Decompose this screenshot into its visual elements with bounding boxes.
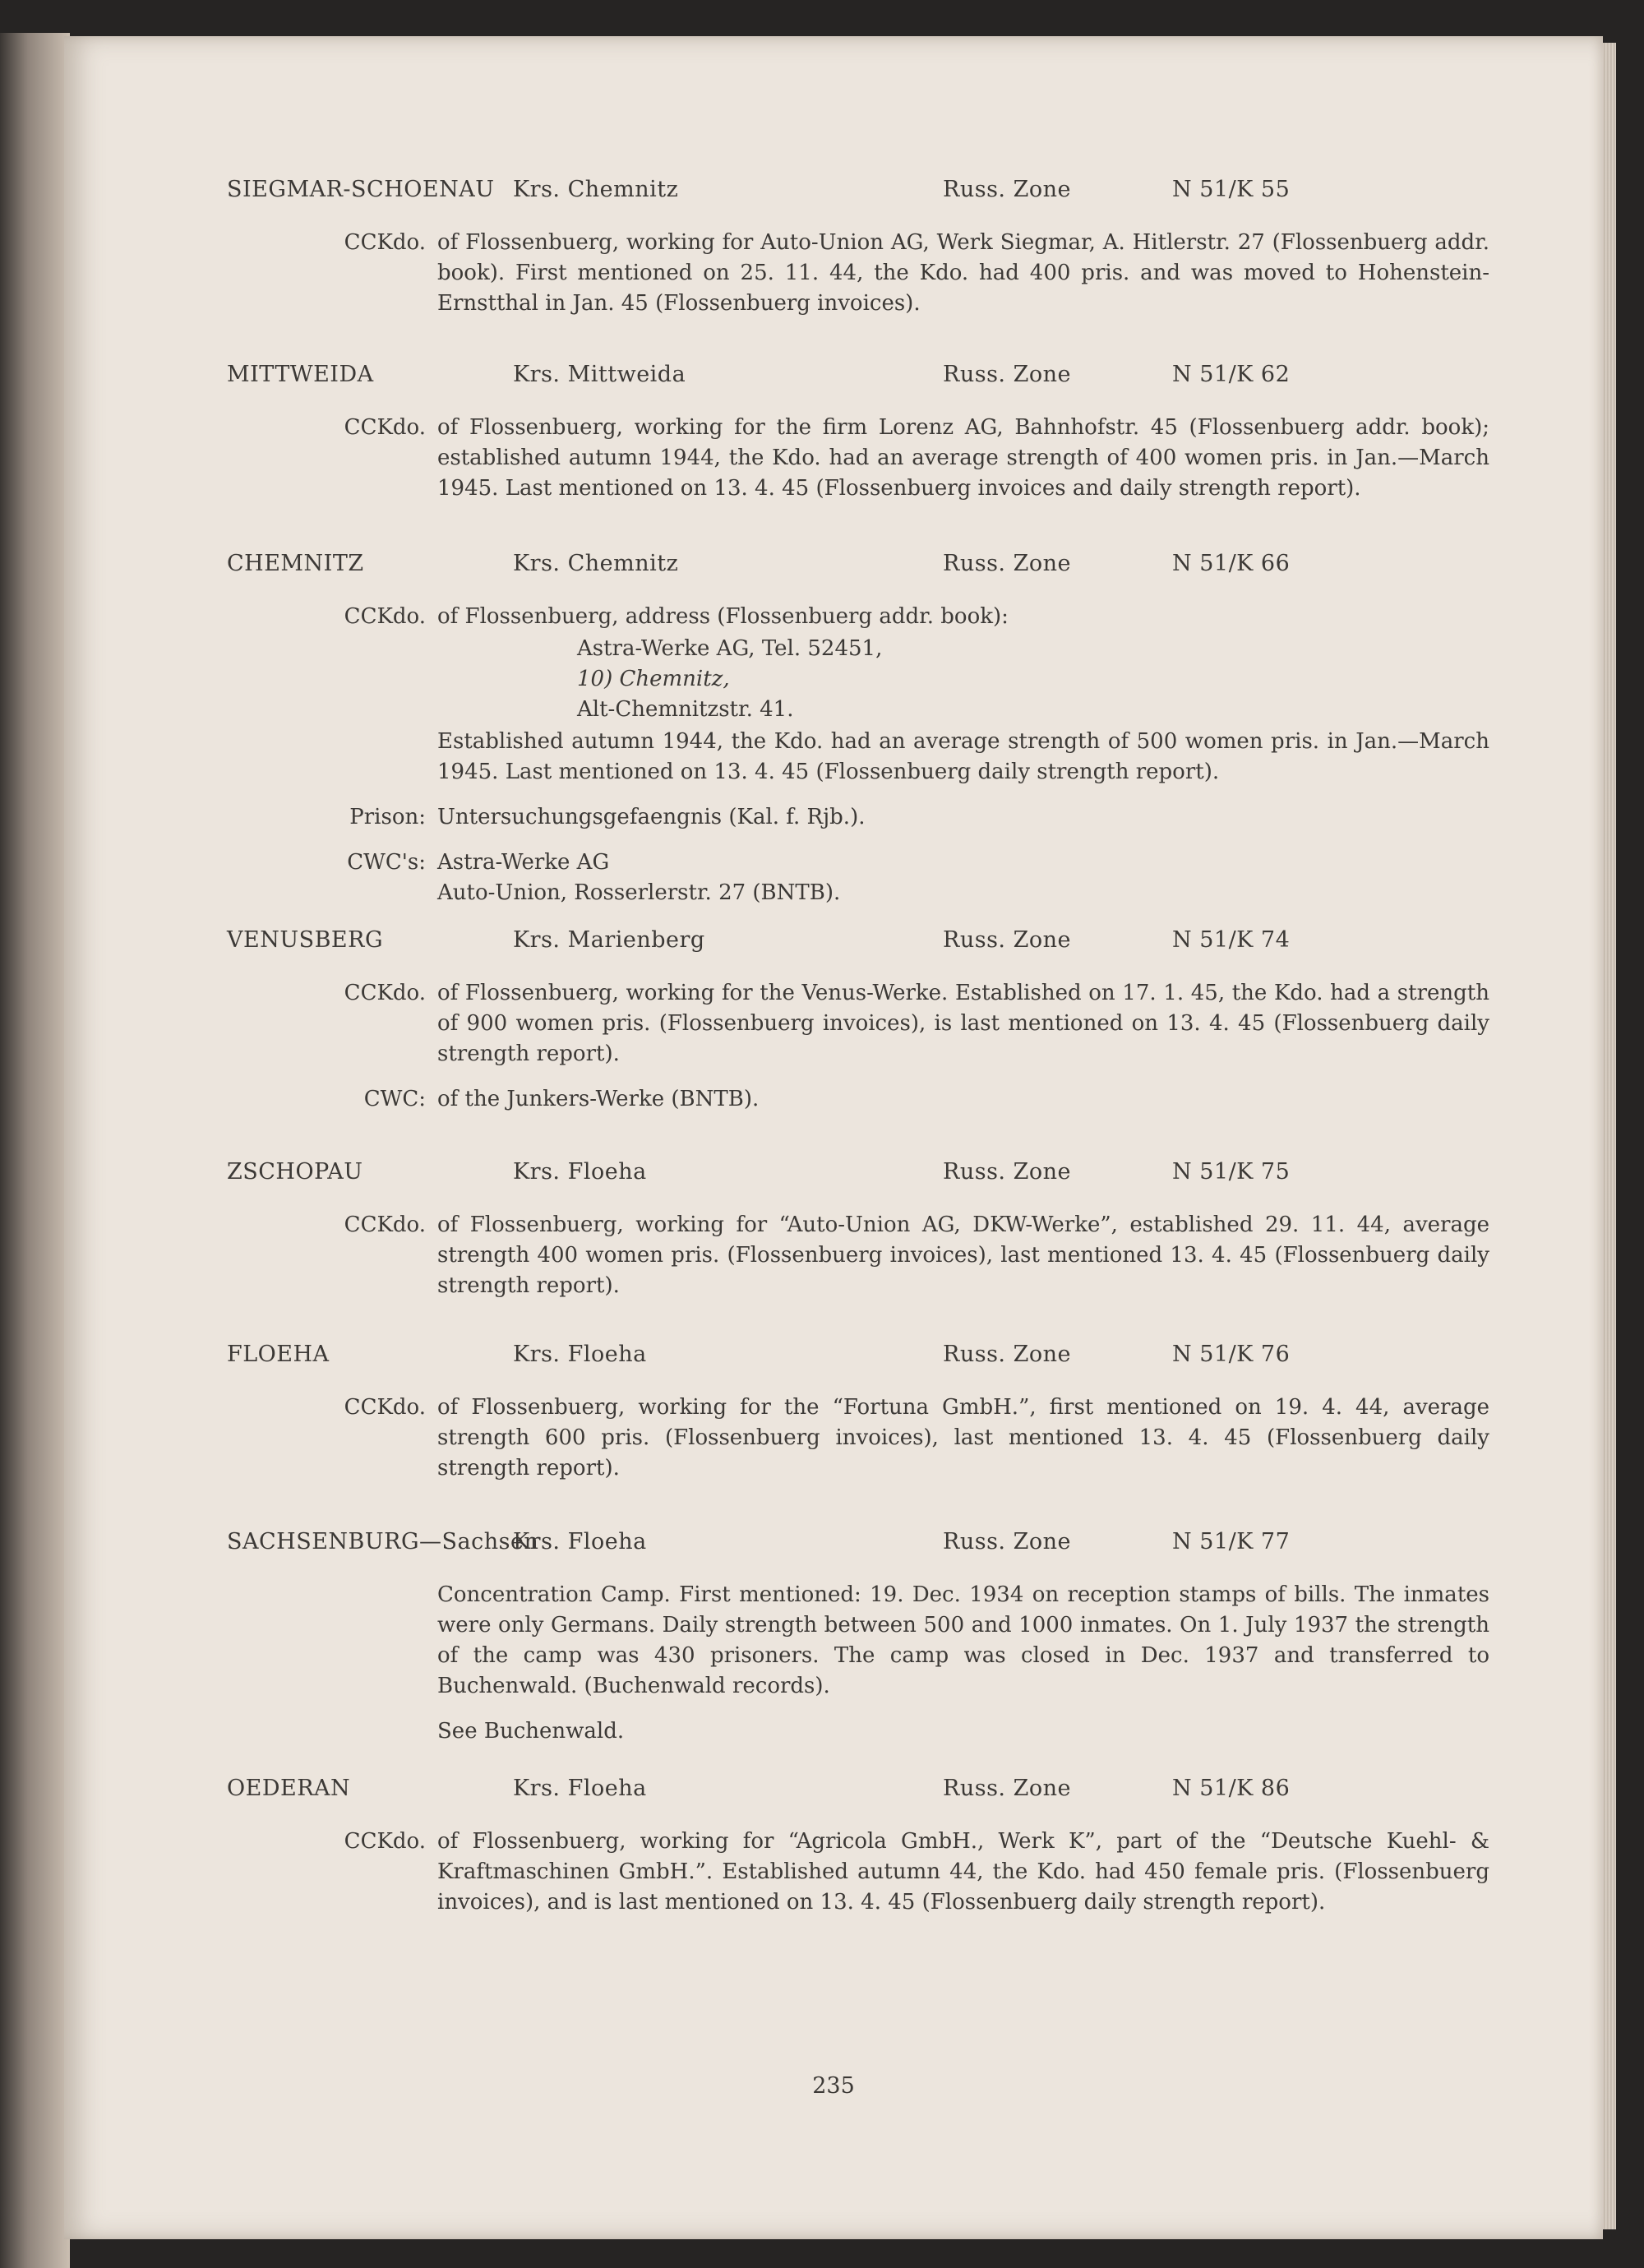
row-text: See Buchenwald. bbox=[437, 1719, 625, 1744]
zone: Russ. Zone bbox=[943, 927, 1071, 953]
text-line: Auto-Union, Rosserlerstr. 27 (BNTB). bbox=[437, 880, 841, 905]
entry-row bbox=[64, 1716, 1603, 1747]
district: Krs. Chemnitz bbox=[513, 551, 679, 576]
grid-reference: N 51/K 74 bbox=[1172, 927, 1291, 953]
entry-row bbox=[64, 802, 1603, 833]
district: Krs. Marienberg bbox=[513, 927, 705, 953]
entry bbox=[64, 362, 1603, 504]
place-name: OEDERAN bbox=[227, 1776, 351, 1801]
row-text: of Flossenbuerg, working for “Auto-Union AG, DKW-Werke”, established 29. 11. 44, average strength 400 women pris. (Flossenbuerg invoices), last mentioned 13. 4. 45 (Flossenbuerg daily strength report). bbox=[437, 1213, 1489, 1298]
row-text bbox=[437, 848, 1489, 908]
address-line: Astra-Werke AG, Tel. 52451, bbox=[577, 636, 883, 661]
grid-reference: N 51/K 62 bbox=[1172, 362, 1291, 387]
place-name: MITTWEIDA bbox=[227, 362, 374, 387]
place-name: VENUSBERG bbox=[227, 927, 384, 953]
place-name: SACHSENBURG—Sachsen bbox=[227, 1529, 539, 1554]
entry bbox=[64, 927, 1603, 1115]
entry-row bbox=[64, 634, 1603, 725]
district: Krs. Mittweida bbox=[513, 362, 686, 387]
zone: Russ. Zone bbox=[943, 1529, 1071, 1554]
row-label: CCKdo. bbox=[344, 1829, 426, 1854]
row-label: Prison: bbox=[349, 805, 426, 829]
row-text: of Flossenbuerg, working for the firm Lorenz AG, Bahnhofstr. 45 (Flossenbuerg addr. book); established autumn 1944, the Kdo. had an average strength of 400 women pris. in Jan.—March 1945. Last mentioned on 13. 4. 45 (Flossenbuerg invoices and daily strength report). bbox=[437, 415, 1489, 501]
entry bbox=[64, 1529, 1603, 1747]
entry-header bbox=[64, 551, 1603, 587]
place-name: SIEGMAR-SCHOENAU bbox=[227, 177, 495, 202]
page-content bbox=[64, 36, 1603, 2239]
grid-reference: N 51/K 55 bbox=[1172, 177, 1291, 202]
entry-header bbox=[64, 1776, 1603, 1812]
row-text: Untersuchungsgefaengnis (Kal. f. Rjb.). bbox=[437, 805, 866, 829]
row-text: of Flossenbuerg, working for the Venus-Werke. Established on 17. 1. 45, the Kdo. had a strength of 900 women pris. (Flossenbuerg invoices), is last mentioned on 13. 4. 45 (Flossenbuerg daily strength report). bbox=[437, 981, 1489, 1066]
row-text bbox=[437, 634, 1489, 725]
left-page-edge bbox=[0, 33, 70, 2268]
row-label: CCKdo. bbox=[344, 415, 426, 440]
grid-reference: N 51/K 66 bbox=[1172, 551, 1291, 576]
address-line: 10) Chemnitz, bbox=[577, 667, 730, 691]
entry-row bbox=[64, 1084, 1603, 1115]
row-text: of Flossenbuerg, address (Flossenbuerg addr. book): bbox=[437, 604, 1009, 629]
row-text: of Flossenbuerg, working for Auto-Union AG, Werk Siegmar, A. Hitlerstr. 27 (Flossenbuerg addr. book). First mentioned on 25. 11. 44, the Kdo. had 400 pris. and was moved to Hohenstein-Ernstthal in Jan. 45 (Flossenbuerg invoices). bbox=[437, 230, 1489, 316]
page-number: 235 bbox=[812, 2073, 855, 2099]
district: Krs. Floeha bbox=[513, 1529, 647, 1554]
district: Krs. Floeha bbox=[513, 1776, 647, 1801]
text-line: Astra-Werke AG bbox=[437, 850, 610, 875]
row-text: of the Junkers-Werke (BNTB). bbox=[437, 1087, 760, 1111]
entry-row bbox=[64, 1210, 1603, 1301]
zone: Russ. Zone bbox=[943, 362, 1071, 387]
zone: Russ. Zone bbox=[943, 1342, 1071, 1367]
place-name: ZSCHOPAU bbox=[227, 1159, 363, 1185]
entry-header bbox=[64, 927, 1603, 963]
row-label: CWC's: bbox=[347, 850, 426, 875]
address-line: Alt-Chemnitzstr. 41. bbox=[577, 697, 794, 722]
district: Krs. Floeha bbox=[513, 1342, 647, 1367]
entry-header bbox=[64, 1529, 1603, 1565]
place-name: FLOEHA bbox=[227, 1342, 330, 1367]
page-stack-edge bbox=[1603, 43, 1616, 2229]
row-label: CCKdo. bbox=[344, 230, 426, 255]
row-text: of Flossenbuerg, working for “Agricola GmbH., Werk K”, part of the “Deutsche Kuehl- & Kraftmaschinen GmbH.”. Established autumn 44, the Kdo. had 450 female pris. (Flossenbuerg invoices), and is last mentioned on 13. 4. 45 (Flossenbuerg daily strength report). bbox=[437, 1829, 1489, 1915]
entry bbox=[64, 1342, 1603, 1484]
district: Krs. Floeha bbox=[513, 1159, 647, 1185]
entry-row bbox=[64, 228, 1603, 319]
row-label: CCKdo. bbox=[344, 981, 426, 1005]
entry-row bbox=[64, 1827, 1603, 1918]
book-page bbox=[64, 36, 1603, 2239]
zone: Russ. Zone bbox=[943, 551, 1071, 576]
row-label: CWC: bbox=[363, 1087, 426, 1111]
entry-header bbox=[64, 177, 1603, 213]
entry-header bbox=[64, 362, 1603, 398]
zone: Russ. Zone bbox=[943, 1776, 1071, 1801]
entry-row bbox=[64, 1393, 1603, 1484]
place-name: CHEMNITZ bbox=[227, 551, 364, 576]
entry-row bbox=[64, 978, 1603, 1069]
row-label: CCKdo. bbox=[344, 604, 426, 629]
row-text: Concentration Camp. First mentioned: 19. Dec. 1934 on reception stamps of bills. The inmates were only Germans. Daily strength between 500 and 1000 inmates. On 1. July 1937 the strength of the camp was 430 prisoners. The camp was closed in Dec. 1937 and transferred to Buchenwald. (Buchenwald records). bbox=[437, 1582, 1489, 1698]
entry-row bbox=[64, 727, 1603, 788]
entry bbox=[64, 1776, 1603, 1918]
zone: Russ. Zone bbox=[943, 1159, 1071, 1185]
grid-reference: N 51/K 77 bbox=[1172, 1529, 1291, 1554]
row-text: Established autumn 1944, the Kdo. had an average strength of 500 women pris. in Jan.—March 1945. Last mentioned on 13. 4. 45 (Flossenbuerg daily strength report). bbox=[437, 729, 1489, 784]
row-text: of Flossenbuerg, working for the “Fortuna GmbH.”, first mentioned on 19. 4. 44, average strength 600 pris. (Flossenbuerg invoices), last mentioned 13. 4. 45 (Flossenbuerg daily strength report). bbox=[437, 1395, 1489, 1480]
entry-row bbox=[64, 848, 1603, 908]
grid-reference: N 51/K 75 bbox=[1172, 1159, 1291, 1185]
row-label: CCKdo. bbox=[344, 1395, 426, 1420]
entry bbox=[64, 1159, 1603, 1301]
entry-header bbox=[64, 1342, 1603, 1378]
zone: Russ. Zone bbox=[943, 177, 1071, 202]
entry bbox=[64, 551, 1603, 908]
entry bbox=[64, 177, 1603, 319]
entry-row bbox=[64, 602, 1603, 632]
entry-header bbox=[64, 1159, 1603, 1195]
grid-reference: N 51/K 86 bbox=[1172, 1776, 1291, 1801]
row-label: CCKdo. bbox=[344, 1213, 426, 1237]
grid-reference: N 51/K 76 bbox=[1172, 1342, 1291, 1367]
entry-row bbox=[64, 413, 1603, 504]
entry-row bbox=[64, 1580, 1603, 1702]
district: Krs. Chemnitz bbox=[513, 177, 679, 202]
